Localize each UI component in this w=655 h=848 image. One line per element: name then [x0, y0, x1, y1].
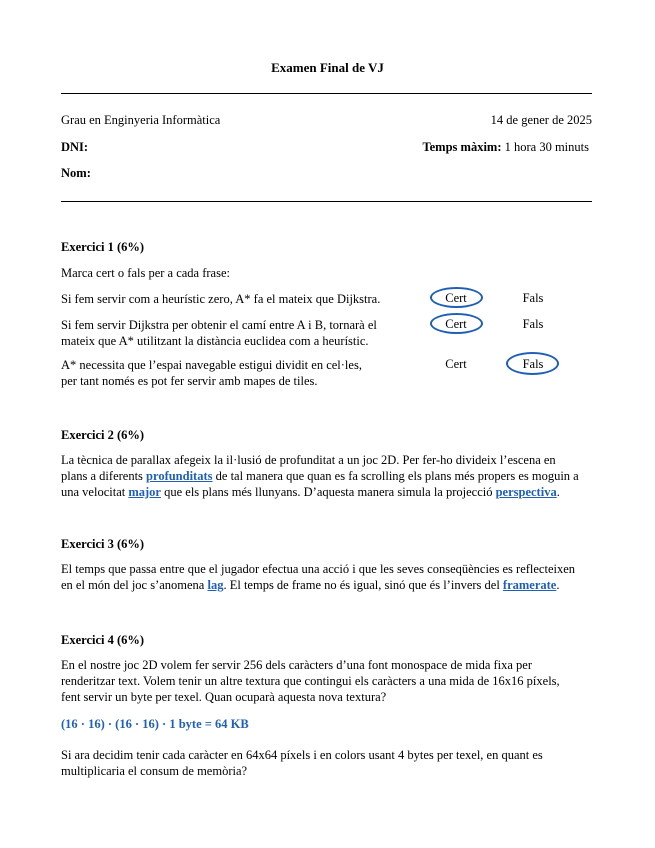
time-value: 1 hora 30 minuts: [504, 140, 589, 154]
dni-label: DNI:: [61, 140, 89, 154]
ex1-item-3-line1: A* necessita que l’espai navegable estigui dividit en cel·les,: [61, 358, 362, 372]
ex4-line-2: renderitzar text. Volem tenir un altre textura que contingui els caràcters a una mida de 16x16 píxels,: [61, 674, 560, 688]
ex2-text-4: una velocitat: [61, 485, 129, 499]
ex4-q2-line-1: Si ara decidim tenir cada caràcter en 64x64 píxels i en colors usant 4 bytes per texel, en quant es: [61, 748, 543, 762]
ex2-line-1: La tècnica de parallax afegeix la il·lusió de profunditat a un joc 2D. Per fer-ho divideix l’escena en: [61, 453, 556, 467]
name-label: Nom:: [61, 166, 91, 180]
ex2-answer-perspectiva: perspectiva: [495, 485, 557, 499]
ex4-paragraph: [61, 657, 596, 705]
ex4-question-2: [61, 747, 596, 779]
ex1-instruction: Marca cert o fals per a cada frase:: [61, 266, 230, 280]
degree-name: Grau en Enginyeria Informàtica: [61, 113, 221, 127]
ex4-line-1: En el nostre joc 2D volem fer servir 256 dels caràcters d’una font monospace de mida fixa per: [61, 658, 533, 672]
header-rule-top: [61, 93, 592, 94]
ex1-item-2-true[interactable]: Cert: [445, 317, 467, 331]
ex3-answer-framerate: framerate: [502, 578, 557, 592]
ex3-paragraph: [61, 561, 596, 593]
ex1-item-1-answer-circle: [430, 287, 483, 308]
ex1-item-2-answer-circle: [430, 313, 483, 334]
ex2-text-3: de tal manera que quan es fa scrolling els plans més propers es moguin a: [212, 469, 579, 483]
ex1-item-3: [61, 357, 411, 389]
ex2-answer-major: major: [128, 485, 161, 499]
ex3-answer-lag: lag: [207, 578, 224, 592]
ex3-line-2: [61, 577, 596, 593]
ex1-item-1-false[interactable]: Fals: [522, 291, 544, 305]
ex1-item-1: [61, 291, 411, 307]
ex1-item-3-false[interactable]: Fals: [522, 357, 544, 371]
ex1-item-2-false[interactable]: Fals: [522, 317, 544, 331]
ex1-item-2-line2: mateix que A* utilitzant la distància euclidea com a heurístic.: [61, 334, 369, 348]
ex1-item-3-line2: per tant només es pot fer servir amb mapes de tiles.: [61, 374, 318, 388]
ex1-item-2: [61, 317, 411, 349]
ex1-heading: Exercici 1 (6%): [61, 240, 145, 254]
ex1-item-1-text: Si fem servir com a heurístic zero, A* fa el mateix que Dijkstra.: [61, 292, 381, 306]
ex2-text-2: plans a diferents: [61, 469, 147, 483]
ex3-text-3: . El temps de frame no és igual, sinó que és l’invers del: [223, 578, 503, 592]
ex2-heading: Exercici 2 (6%): [61, 428, 145, 442]
time-limit: [422, 140, 589, 155]
ex2-text-6: .: [556, 485, 560, 499]
ex3-text-4: .: [556, 578, 560, 592]
exam-title: Examen Final de VJ: [271, 60, 384, 75]
exam-date: 14 de gener de 2025: [490, 113, 592, 127]
ex1-item-2-line1: Si fem servir Dijkstra per obtenir el camí entre A i B, tornarà el: [61, 318, 377, 332]
ex3-heading: Exercici 3 (6%): [61, 537, 145, 551]
ex4-line-3: fent servir un byte per texel. Quan ocuparà aquesta nova textura?: [61, 690, 387, 704]
header-rule-bottom: [61, 201, 592, 202]
ex2-answer-profunditats: profunditats: [146, 469, 213, 483]
ex3-line-1: El temps que passa entre que el jugador efectua una acció i que les seves conseqüències es reflecteixen: [61, 562, 576, 576]
ex1-item-3-answer-circle: [506, 352, 559, 375]
ex4-q2-line-2: multiplicaria el consum de memòria?: [61, 764, 248, 778]
time-label: Temps màxim:: [422, 140, 502, 154]
ex1-item-3-true[interactable]: Cert: [445, 357, 467, 371]
ex2-text-5: que els plans més llunyans. D’aquesta manera simula la projecció: [160, 485, 496, 499]
ex4-heading: Exercici 4 (6%): [61, 633, 145, 647]
ex3-text-2: en el món del joc s’anomena: [61, 578, 208, 592]
ex1-item-1-true[interactable]: Cert: [445, 291, 467, 305]
ex2-line-3: [61, 484, 596, 500]
ex2-line-2: [61, 468, 596, 484]
ex2-paragraph: [61, 452, 596, 500]
ex4-formula-answer: (16 · 16) · (16 · 16) · 1 byte = 64 KB: [61, 717, 249, 731]
